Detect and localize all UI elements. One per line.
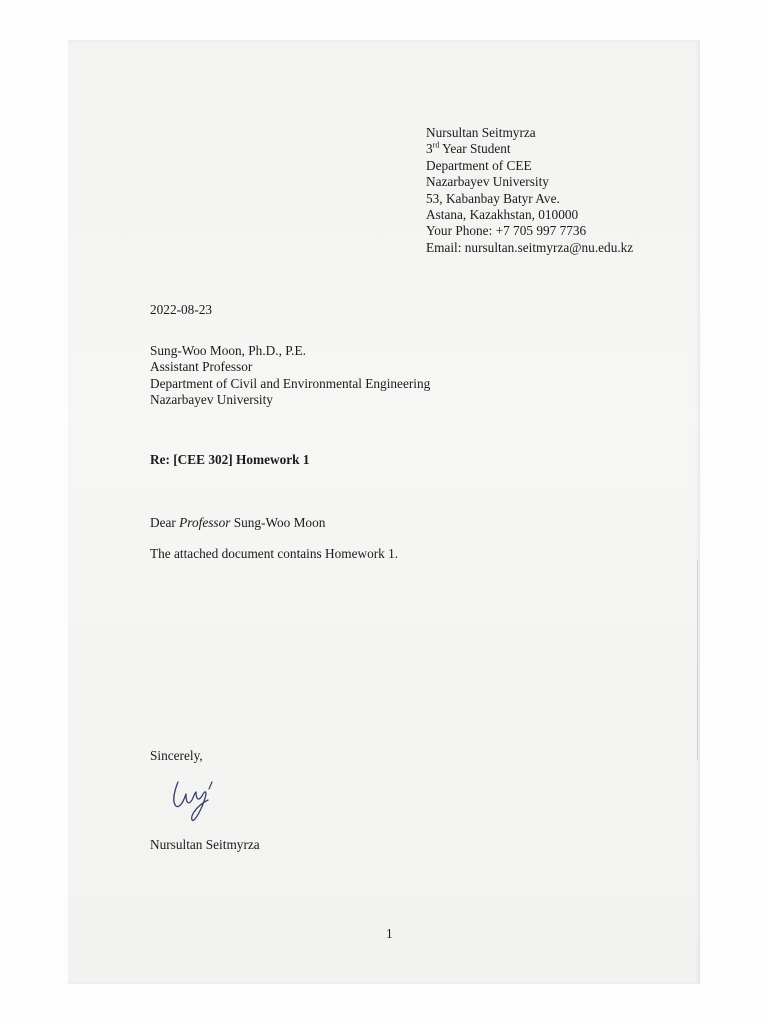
sender-city: Astana, Kazakhstan, 010000 [426, 207, 579, 223]
signature-name: Nursultan Seitmyrza [150, 837, 260, 852]
sender-year-suffix: rd [432, 140, 440, 150]
sender-street: 53, Kabanbay Batyr Ave. [426, 190, 560, 206]
sender-phone: Your Phone: +7 705 997 7736 [426, 223, 587, 239]
sender-year-rest: Year Student [439, 141, 511, 157]
recipient-university: Nazarbayev University [150, 392, 273, 408]
recipient-department: Department of Civil and Environmental Engineering [150, 375, 431, 391]
closing: Sincerely, [150, 748, 203, 763]
sender-department: Department of CEE [426, 157, 532, 173]
handwritten-signature [168, 776, 228, 826]
subject-line: Re: [CEE 302] Homework 1 [150, 452, 310, 467]
body-text: The attached document contains Homework 1. [150, 546, 399, 561]
letter-date: 2022-08-23 [150, 302, 213, 317]
sender-name: Nursultan Seitmyrza [426, 125, 536, 140]
recipient-name: Sung-Woo Moon, Ph.D., P.E. [150, 343, 306, 358]
sender-email: Email: nursultan.seitmyrza@nu.edu.kz [426, 239, 634, 255]
sender-year-number: 3 [426, 141, 433, 157]
salutation-name: Sung-Woo Moon [230, 515, 326, 530]
paper-edge-shadow [697, 560, 698, 760]
sender-university: Nazarbayev University [426, 174, 549, 190]
sender-address-block [426, 125, 633, 256]
page-number: 1 [386, 926, 393, 941]
salutation [150, 515, 325, 531]
salutation-title: Professor [179, 515, 231, 530]
salutation-prefix: Dear [150, 515, 180, 530]
recipient-address-block [150, 343, 430, 409]
signature-drawing [168, 776, 228, 826]
sender-year [426, 141, 633, 157]
recipient-title: Assistant Professor [150, 359, 253, 375]
